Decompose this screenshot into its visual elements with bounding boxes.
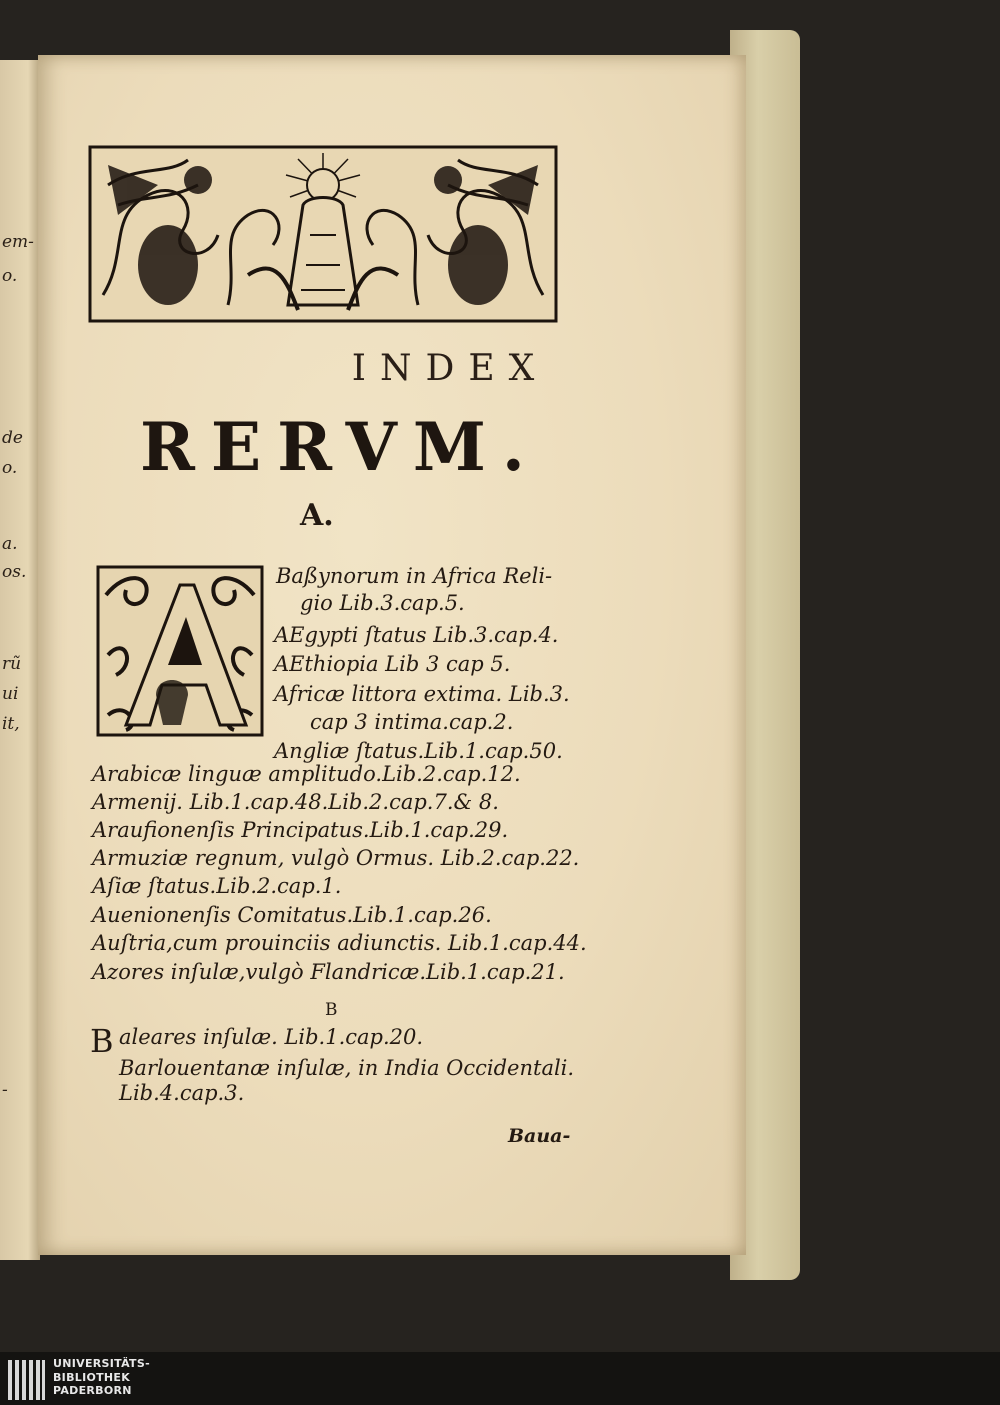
index-entry: AEgypti ſtatus Lib.3.cap.4. [274,623,559,647]
facing-page-fragment: os. [2,562,27,582]
index-entry: Aſiæ ſtatus.Lib.2.cap.1. [92,874,342,898]
facing-page-fragment: ui [2,684,19,704]
index-entry: aleares inſulæ. Lib.1.cap.20. [119,1025,424,1049]
title-rerum: RERVM. [140,408,541,486]
logo-line-2: BIBLIOTHEK [53,1370,131,1384]
index-entry: Arabicæ linguæ amplitudo.Lib.2.cap.12. [92,762,521,786]
index-entry: Africæ littora extima. Lib.3. [274,682,570,706]
facing-page-fragment: a. [2,534,18,554]
index-entry: AEthiopia Lib 3 cap 5. [274,652,511,676]
catchword: Baua- [508,1125,571,1147]
decorated-initial-a [96,565,264,737]
facing-page-fragment: o. [2,458,18,478]
logo-line-1: UNIVERSITÄTS- [53,1357,150,1370]
index-entry: Armenij. Lib.1.cap.48.Lib.2.cap.7.& 8. [92,790,499,814]
facing-page-fragment: rũ [2,654,22,674]
index-entry: Angliæ ſtatus.Lib.1.cap.50. [274,739,563,763]
title-index: INDEX [351,348,549,389]
index-entry: Barlouentanæ inſulæ, in India Occidentali. [119,1056,575,1080]
initial-b: B [90,1022,114,1060]
facing-page [0,60,40,1260]
section-letter-a: A. [300,498,334,533]
index-entry: cap 3 intima.cap.2. [310,710,514,734]
index-entry: Auſtria,cum prouinciis adiunctis. Lib.1.cap.44. [92,931,587,955]
facing-page-fragment: em- [2,232,34,252]
section-letter-b: B [325,1000,338,1020]
woodcut-headpiece [88,145,558,323]
logo-line-3: PADERBORN [53,1384,132,1397]
library-footer [0,1352,1000,1405]
index-entry: Baßynorum in Africa Reli- [276,564,553,588]
library-logo-text [53,1357,150,1398]
facing-page-fragment: de [2,428,23,448]
facing-page-fragment: o. [2,266,18,286]
index-entry: Auenionenſis Comitatus.Lib.1.cap.26. [92,903,492,927]
facing-page-fragment: it, [2,714,20,734]
library-logo-icon [8,1360,46,1400]
index-entry: Araufionenſis Principatus.Lib.1.cap.29. [92,818,509,842]
index-entry: Armuziæ regnum, vulgò Ormus. Lib.2.cap.22. [92,846,580,870]
index-entry: Azores inſulæ,vulgò Flandricæ.Lib.1.cap.21. [92,960,565,984]
index-entry: gio Lib.3.cap.5. [300,591,465,615]
index-entry: Lib.4.cap.3. [119,1081,245,1105]
facing-page-fragment: - [2,1080,8,1100]
